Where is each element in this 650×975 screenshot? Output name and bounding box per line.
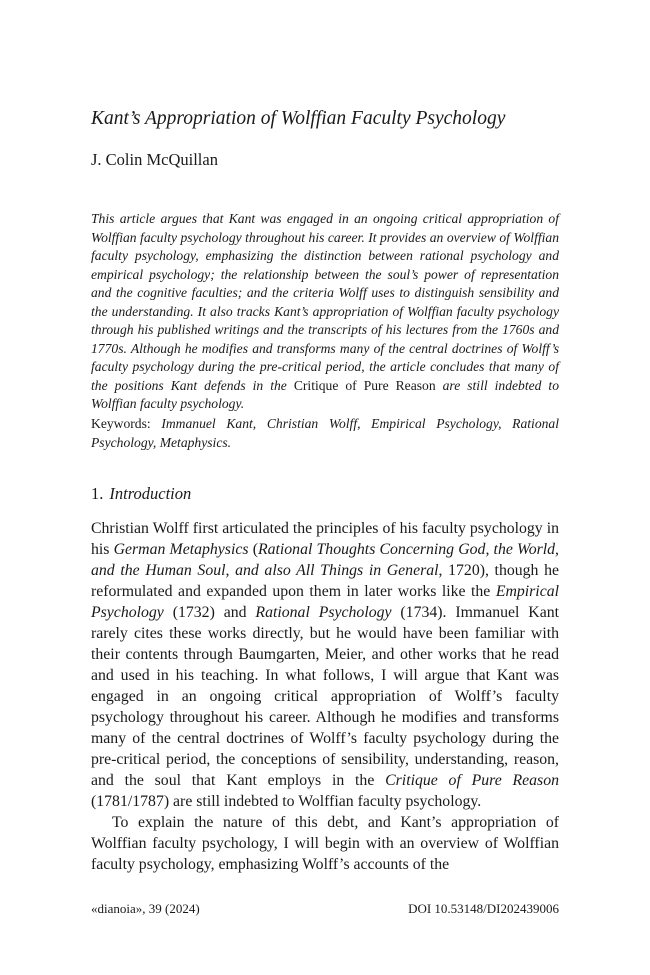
- p1-work-german-metaphysics: German Metaphysics: [113, 541, 249, 558]
- footer-doi: DOI 10.53148/DI202439006: [408, 901, 559, 916]
- p1-text-3: , 1720), though he reformulated and expanded upon them in later works like the: [91, 562, 559, 600]
- p1-text-4: (1732) and: [172, 604, 247, 621]
- abstract-work-title: Critique of Pure Reason: [293, 377, 436, 393]
- paragraph-1: [91, 518, 559, 812]
- footer-journal: «dianoia», 39 (2024): [91, 901, 200, 916]
- p1-text-1: Christian Wolff first articulated the principles of his faculty psychology in his: [91, 520, 559, 558]
- p1-text-5: (1734). Immanuel Kant rarely cites these works directly, but he would have been familiar with their contents through Baumgarten, Meier, and other works that he read and used in his teaching. In what follows, I will argue that Kant was engaged in an ongoing critical appropriation of Wolff’s faculty psychology throughout his career. Although he modifies and transforms many of the central doctrines of Wolff’s faculty psychology during the pre-critical period, the conceptions of sensibility, understanding, reason, and the soul that Kant employs in the: [91, 604, 560, 789]
- article-title: Kant’s Appropriation of Wolffian Faculty Psychology: [91, 108, 506, 129]
- keywords: [91, 415, 559, 452]
- paragraph-2: To explain the nature of this debt, and Kant’s appropriation of Wolffian faculty psychology, I will begin with an overview of Wolffian faculty psychology, emphasizing Wolff’s accounts of the: [91, 814, 559, 873]
- section-heading: [91, 483, 191, 505]
- abstract: [91, 210, 559, 414]
- body-text: [91, 518, 559, 875]
- p1-work-rational-psychology: Rational Psychology: [255, 604, 392, 621]
- p1-work-empirical-psychology: Empirical Psychology: [91, 583, 559, 621]
- abstract-text-part1: This article argues that Kant was engaged in an ongoing critical appropriation of Wolffian faculty psychology throughout his career. It provides an overview of Wolffian faculty psychology, emphasizing the distinction between rational psychology and empirical psychology; the relationship between the soul’s power of representation and the cognitive faculties; and the criteria Wolff uses to distinguish sensibility and the understanding. It also tracks Kant’s appropriation of Wolffian faculty psychology through his published writings and the transcripts of his lectures from the 1760s and 1770s. Although he modifies and transforms many of the central doctrines of Wolff’s faculty psychology during the pre-critical period, the article concludes that many of the positions Kant defends in the: [91, 211, 559, 393]
- p1-work-rational-thoughts: Rational Thoughts Concerning God, the World, and the Human Soul, and also All Things in General: [91, 541, 560, 579]
- keywords-list: Immanuel Kant, Christian Wolff, Empirical Psychology, Rational Psychology, Metaphysics.: [91, 416, 559, 450]
- article-author: J. Colin McQuillan: [91, 150, 218, 169]
- section-number: 1.: [91, 484, 104, 503]
- keywords-label: Keywords:: [91, 416, 151, 431]
- p1-text-2: (: [252, 541, 258, 558]
- p1-work-critique: Critique of Pure Reason: [385, 772, 560, 789]
- abstract-text-part2: are still indebted to Wolffian faculty psychology.: [91, 377, 560, 411]
- section-title: Introduction: [109, 484, 192, 503]
- p1-text-6: (1781/1787) are still indebted to Wolffian faculty psychology.: [91, 793, 482, 810]
